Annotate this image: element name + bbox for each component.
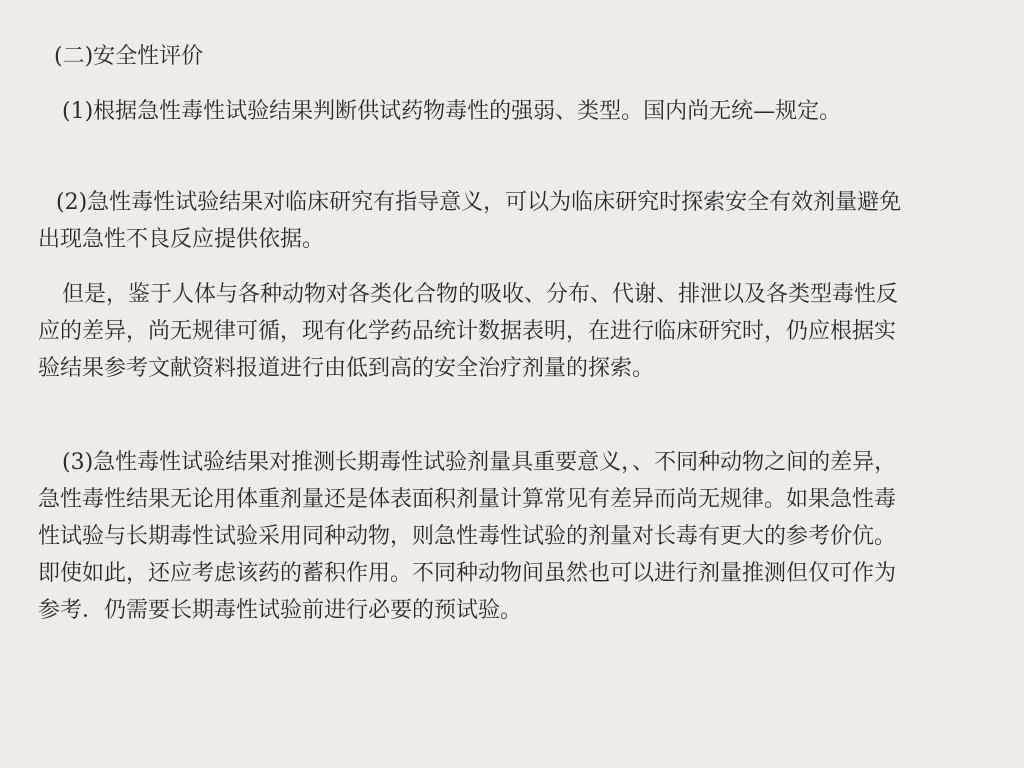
paragraph-4: (3)急性毒性试验结果对推测长期毒性试验剂量具重要意义，、不同种动物之间的差异，急性毒性结果无论用体重剂量还是体表面积剂量计算常见有差异而尚无规律。如果急性毒性试验与长期毒性试验采用同种动物，则急性毒性试验的剂量对长毒有更大的参考价伉。即使如此，还应考虑该药的蓄积作用。不同种动物间虽然也可以进行剂量推测但仅可作为参考．仍需要长期毒性试验前进行必要的预试验。 [38, 450, 897, 623]
section-heading: (二)安全性评价 [54, 44, 204, 69]
paragraph-2: (2)急性毒性试验结果对临床研究有指导意义，可以为临床研究时探索安全有效剂量避免出现急性不良反应提供依据。 [38, 190, 902, 252]
paragraph-1: (1)根据急性毒性试验结果判断供试药物毒性的强弱、类型。国内尚无统—规定。 [62, 99, 842, 124]
paragraph-3: 但是，鉴于人体与各种动物对各类化合物的吸收、分布、代谢、排泄以及各类型毒性反应的差异，尚无规律可循，现有化学药品统计数据表明，在进行临床研究时，仍应根据实验结果参考文献资料报道进行由低到高的安全治疗剂量的探索。 [38, 282, 899, 381]
